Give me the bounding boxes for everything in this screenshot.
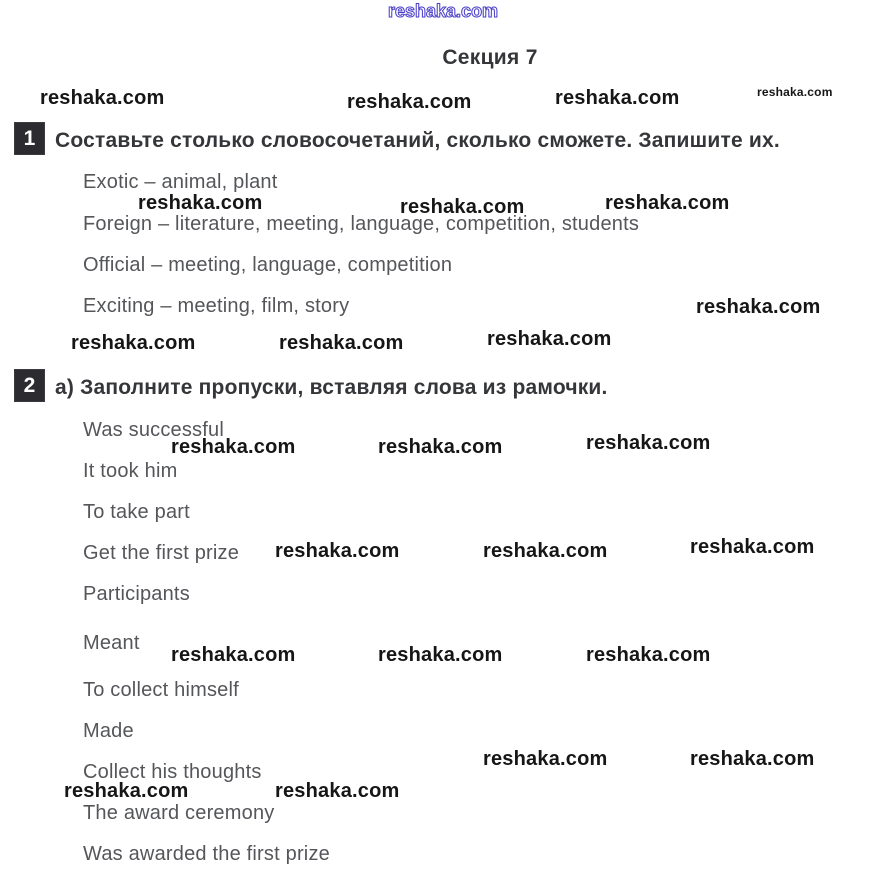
exercise-1-number-badge: 1 <box>14 122 45 155</box>
watermark: reshaka.com <box>586 644 711 666</box>
watermark: reshaka.com <box>64 780 189 802</box>
watermark: reshaka.com <box>483 540 608 562</box>
exercise-1-answer: Exciting – meeting, film, story <box>83 295 350 317</box>
watermark: reshaka.com <box>138 192 263 214</box>
exercise-1-title: Составьте столько словосочетаний, сколько сможете. Запишите их. <box>55 129 780 152</box>
exercise-2-title: а) Заполните пропуски, вставляя слова из рамочки. <box>55 376 608 399</box>
watermark: reshaka.com <box>279 332 404 354</box>
exercise-2-answer: Meant <box>83 632 140 654</box>
watermark: reshaka.com <box>690 748 815 770</box>
exercise-2-answer: Participants <box>83 583 190 605</box>
watermark: reshaka.com <box>378 644 503 666</box>
watermark: reshaka.com <box>275 780 400 802</box>
exercise-2-number-badge: 2 <box>14 369 45 402</box>
watermark: reshaka.com <box>400 196 525 218</box>
exercise-2-answer: It took him <box>83 460 178 482</box>
watermark: reshaka.com <box>40 87 165 109</box>
exercise-1-answer: Exotic – animal, plant <box>83 171 278 193</box>
exercise-2-answer: Was awarded the first prize <box>83 843 330 865</box>
watermark: reshaka.com <box>378 436 503 458</box>
watermark: reshaka.com <box>605 192 730 214</box>
section-title: Секция 7 <box>442 46 538 69</box>
exercise-2-answer: Get the first prize <box>83 542 240 564</box>
exercise-1-answer: Official – meeting, language, competition <box>83 254 453 276</box>
watermark: reshaka.com <box>347 91 472 113</box>
watermark: reshaka.com <box>171 644 296 666</box>
exercise-2-answer: To take part <box>83 501 190 523</box>
exercise-2-answer: Collect his thoughts <box>83 761 262 783</box>
watermark-outline: reshaka.com <box>388 1 499 21</box>
watermark: reshaka.com <box>586 432 711 454</box>
exercise-2-answer: Was successful <box>83 419 224 441</box>
exercise-2-answer: Made <box>83 720 134 742</box>
exercise-2-answer: To collect himself <box>83 679 239 701</box>
watermark: reshaka.com <box>696 296 821 318</box>
exercise-1-answer: Foreign – literature, meeting, language, competition, students <box>83 213 640 235</box>
exercise-2-answer: The award ceremony <box>83 802 275 824</box>
watermark: reshaka.com <box>757 85 833 99</box>
watermark: reshaka.com <box>71 332 196 354</box>
watermark: reshaka.com <box>690 536 815 558</box>
watermark: reshaka.com <box>483 748 608 770</box>
watermark: reshaka.com <box>555 87 680 109</box>
watermark: reshaka.com <box>171 436 296 458</box>
watermark: reshaka.com <box>275 540 400 562</box>
watermark: reshaka.com <box>487 328 612 350</box>
